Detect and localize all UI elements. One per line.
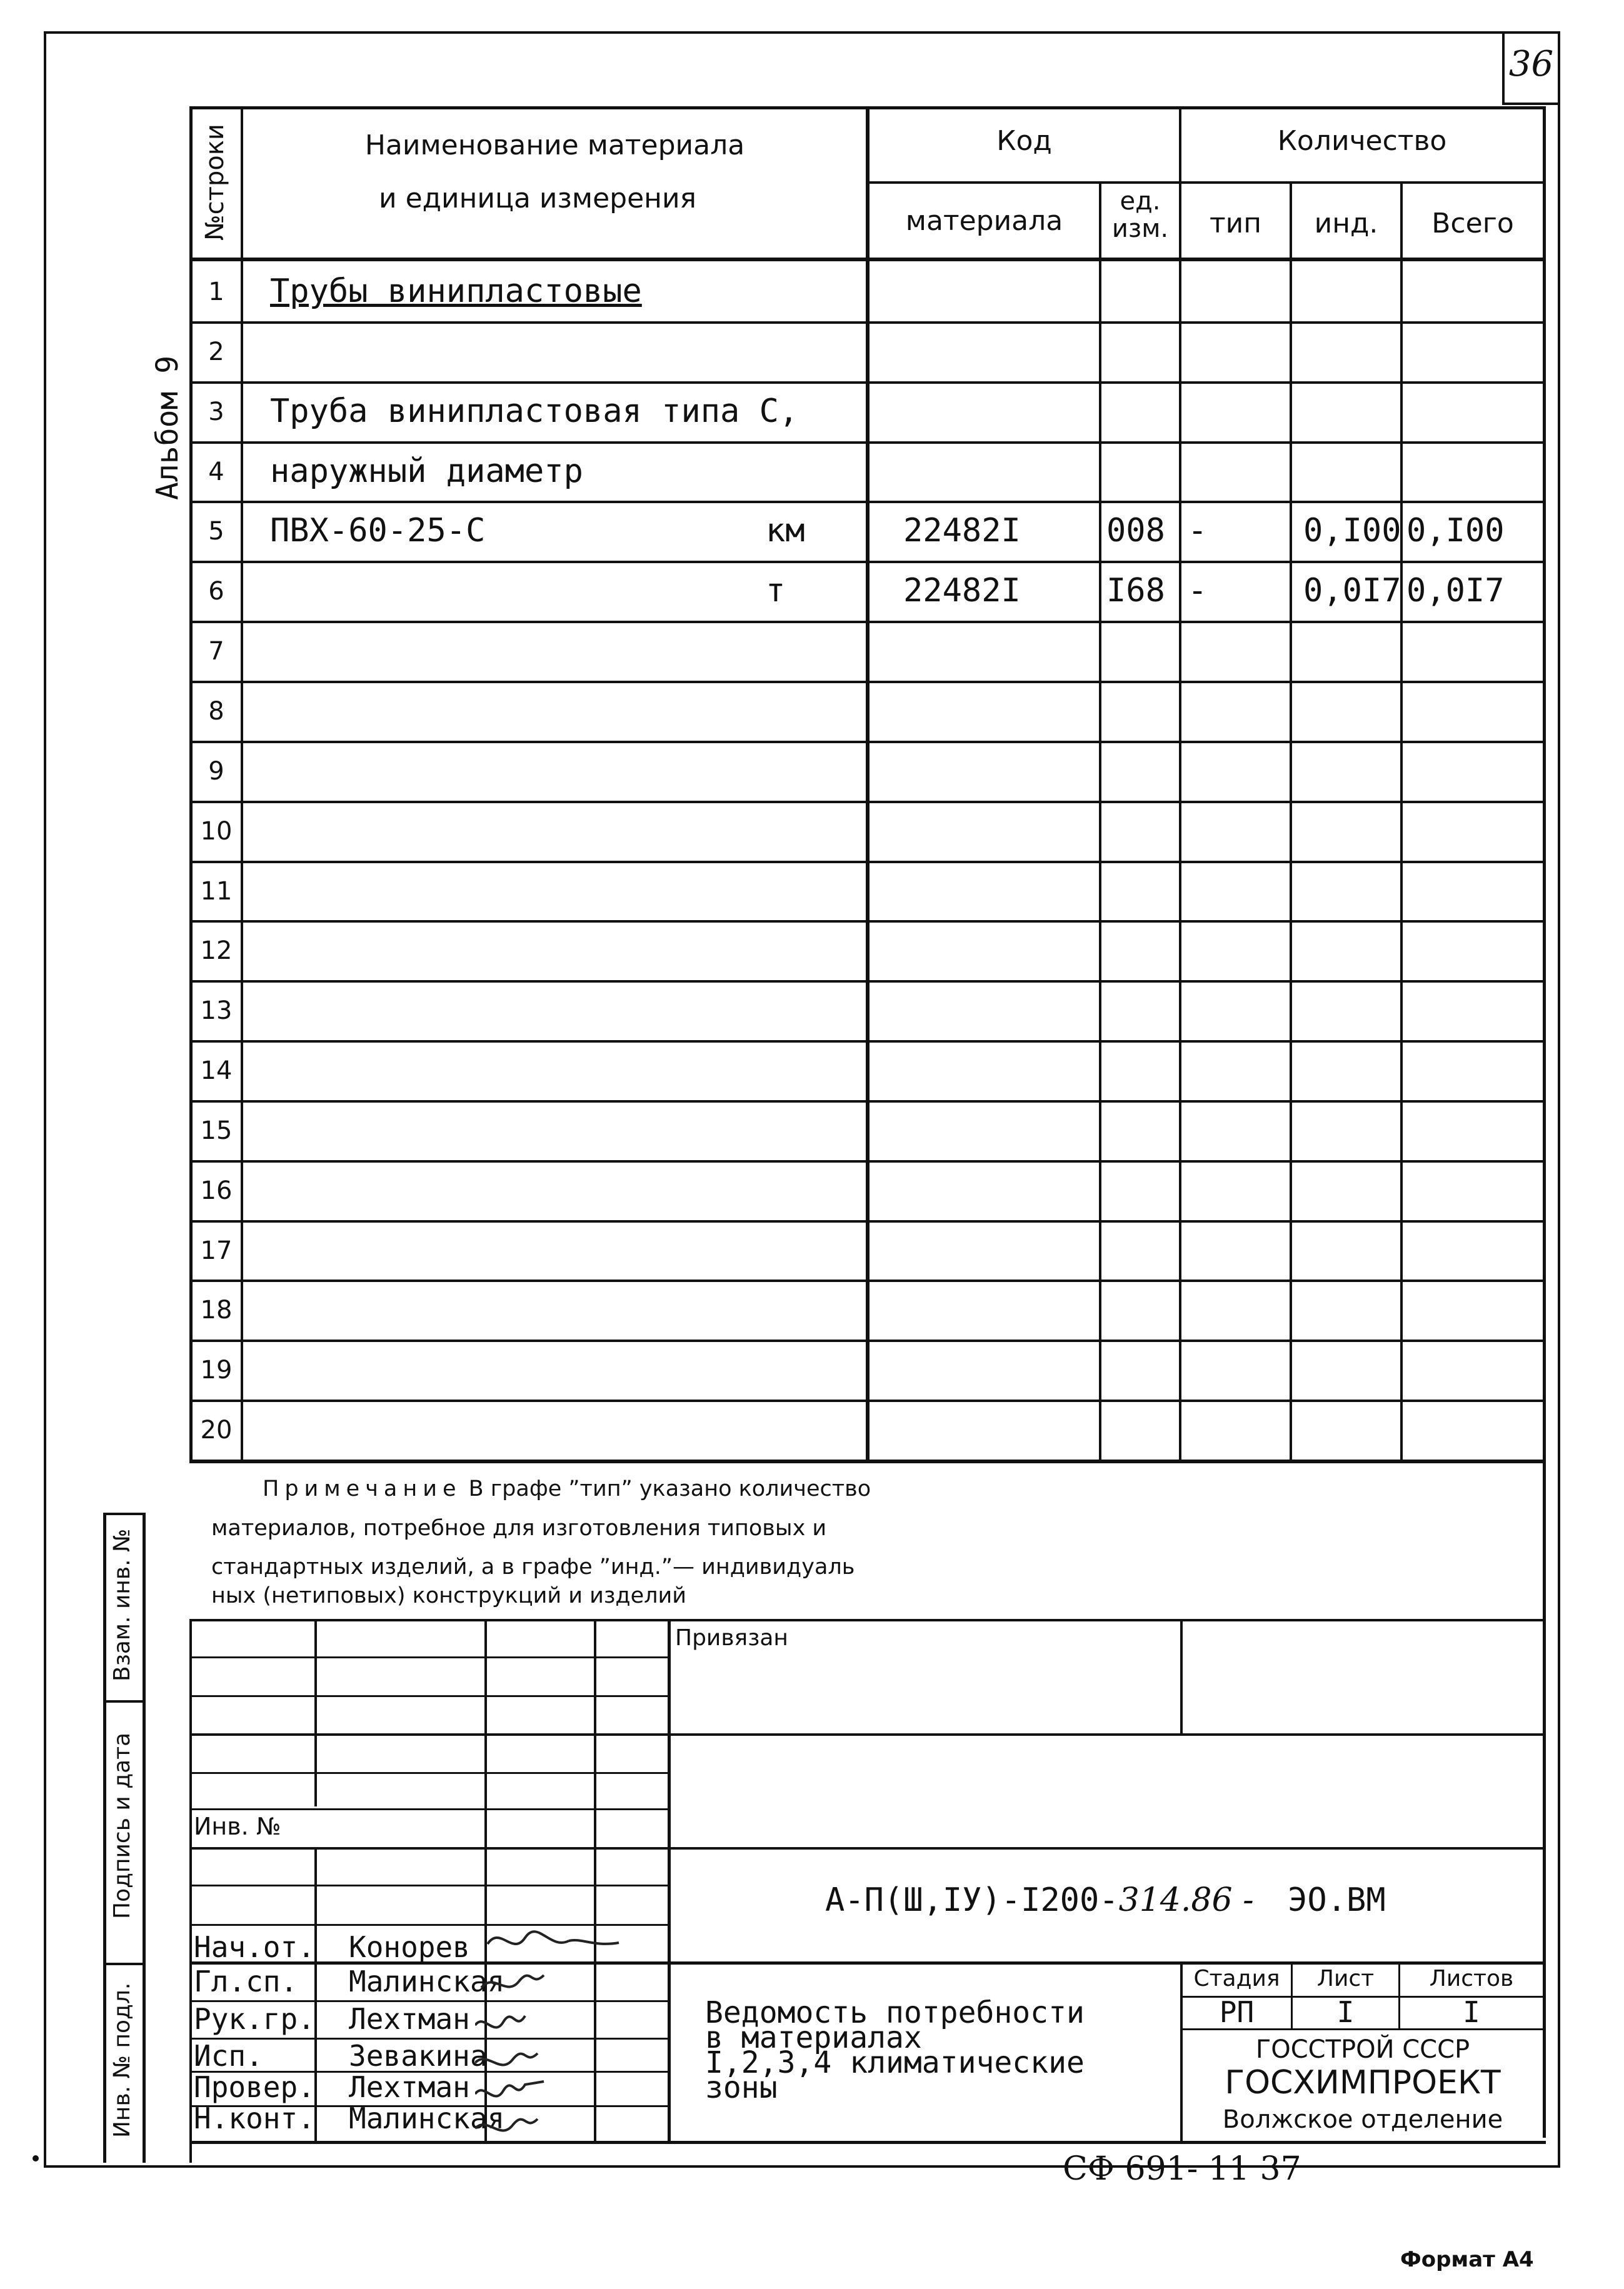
side-strip-right xyxy=(143,1513,146,2163)
row-line xyxy=(189,681,1543,683)
signer-name: Лехтман xyxy=(349,2070,470,2104)
row-line xyxy=(189,1040,1543,1043)
inv-no-label: Инв. № xyxy=(194,1813,281,1840)
row-type: - xyxy=(1188,512,1208,549)
org-line3: Волжское отделение xyxy=(1222,2105,1503,2134)
privyazan-label: Привязан xyxy=(675,1625,788,1651)
sheets-label: Листов xyxy=(1429,1966,1514,1991)
signer-name: Зевакина xyxy=(349,2039,488,2073)
document-title-line4: зоны xyxy=(705,2070,778,2105)
side-strip-div1 xyxy=(103,1700,146,1703)
stamp-col1a xyxy=(314,1619,317,1806)
document-code-hand: 314.86 - xyxy=(1118,1881,1254,1919)
row-number: 18 xyxy=(200,1296,233,1325)
stamp-privyazan-split xyxy=(1180,1619,1183,1735)
row-line xyxy=(189,980,1543,983)
stamp-row5 xyxy=(192,1808,668,1810)
row-ind: 0,I00 xyxy=(1303,512,1401,549)
row-material-code: 22482I xyxy=(903,572,1021,609)
stamp-row6 xyxy=(192,1847,1543,1850)
signature-malinskaya-2 xyxy=(475,2119,538,2131)
stamp-row4 xyxy=(192,1772,668,1774)
signer-name: Конорев xyxy=(349,1930,470,1964)
header-name-line1: Наименование материала xyxy=(364,129,745,161)
row-type: - xyxy=(1188,572,1208,609)
row-number: 19 xyxy=(200,1356,233,1385)
row-line xyxy=(189,441,1543,444)
header-type: тип xyxy=(1210,208,1261,239)
table-bottom xyxy=(189,1460,1543,1463)
row-line xyxy=(189,621,1543,623)
side-vzam-inv: Взам. инв. № xyxy=(109,1528,135,1681)
row-line xyxy=(189,561,1543,563)
note-line4: ных (нетиповых) конструкций и изделий xyxy=(211,1583,687,1608)
signer-name: Малинская xyxy=(349,2101,505,2135)
row-number: 9 xyxy=(208,757,224,786)
stage-label: Стадия xyxy=(1193,1966,1280,1991)
row-ind: 0,0I7 xyxy=(1303,572,1401,609)
album-label: Альбом 9 xyxy=(150,355,185,500)
stamp-top xyxy=(189,1619,1543,1621)
header-code: Код xyxy=(996,125,1052,157)
document-code-suffix: ЭО.ВМ xyxy=(1288,1881,1386,1919)
header-name-line2: и единица измерения xyxy=(378,183,697,214)
row-line xyxy=(189,501,1543,503)
row-number: 12 xyxy=(200,936,233,965)
note-line1 xyxy=(263,1476,871,1501)
frame-right-inner xyxy=(1543,106,1546,2138)
signer-role: Рук.гр. xyxy=(194,2002,315,2036)
col-line-material xyxy=(1099,181,1101,1463)
side-strip-div2 xyxy=(103,1963,146,1965)
note-text1: В графе ”тип” указано количество xyxy=(468,1476,871,1501)
row-total: 0,I00 xyxy=(1406,512,1505,549)
note-line2: материалов, потребное для изготовления типовых и xyxy=(211,1516,827,1541)
document-title xyxy=(705,1995,1085,2105)
row-number: 4 xyxy=(208,458,224,486)
document-code-main: А-П(Ш,IУ)-I200- xyxy=(825,1881,1119,1919)
row-number: 1 xyxy=(208,278,224,306)
row-number: 15 xyxy=(200,1116,233,1145)
row-unit: км xyxy=(766,512,805,549)
row-number: 16 xyxy=(200,1176,233,1205)
row-name: Трубы винипластовые xyxy=(270,273,642,310)
col-line-ind xyxy=(1400,181,1403,1463)
header-row-no: №строки xyxy=(201,124,229,241)
row-name: Труба винипластовая типа С, xyxy=(270,393,799,430)
header-total: Всего xyxy=(1431,208,1514,239)
row-line xyxy=(189,920,1543,923)
row-line xyxy=(189,1100,1543,1103)
row-line xyxy=(189,1220,1543,1223)
col-line-type xyxy=(1290,181,1292,1463)
row-name: наружный диаметр xyxy=(270,453,583,490)
signer-name: Малинская xyxy=(349,1965,505,1998)
corner-dot xyxy=(33,2155,39,2161)
row-line xyxy=(189,1160,1543,1163)
row-unit-code: I68 xyxy=(1106,572,1165,609)
row-number: 10 xyxy=(200,817,233,846)
signer-role: Н.конт. xyxy=(194,2101,315,2135)
signature-lekhtman-2 xyxy=(475,2081,544,2096)
stamp-row7 xyxy=(192,1885,668,1886)
header-quantity: Количество xyxy=(1277,125,1447,157)
row-number: 7 xyxy=(208,637,224,666)
row-number: 11 xyxy=(200,877,233,906)
row-material-code: 22482I xyxy=(903,512,1021,549)
signature-zevakina xyxy=(475,2053,538,2065)
header-subline xyxy=(868,181,1543,184)
row-unit: т xyxy=(766,572,786,609)
header-unit xyxy=(1101,188,1179,243)
header-ind: инд. xyxy=(1314,208,1378,239)
row-line xyxy=(189,1340,1543,1342)
sheet-value: I xyxy=(1336,1995,1355,2029)
signer-role: Исп. xyxy=(194,2039,263,2073)
row-line xyxy=(189,321,1543,324)
stamp-row2 xyxy=(192,1695,668,1697)
header-unit-line1: ед. xyxy=(1120,187,1161,216)
stage-value: РП xyxy=(1219,1995,1255,2029)
signer-role: Провер. xyxy=(194,2070,315,2104)
row-total: 0,0I7 xyxy=(1406,572,1505,609)
org-line2: ГОСХИМПРОЕКТ xyxy=(1225,2064,1501,2101)
header-material: материала xyxy=(905,205,1063,237)
sheet-label: Лист xyxy=(1316,1966,1375,1991)
sheet-number: 36 xyxy=(1508,44,1554,84)
org-line1: ГОССТРОЙ СССР xyxy=(1255,2035,1470,2064)
col-line-unit xyxy=(1179,106,1181,1463)
row-line xyxy=(189,1280,1543,1282)
side-inv-podl: Инв. № подл. xyxy=(109,1982,135,2138)
note-title: Примечание xyxy=(263,1476,462,1501)
row-unit-code: 008 xyxy=(1106,512,1165,549)
signer-role: Нач.от. xyxy=(194,1930,315,1964)
signature-malinskaya xyxy=(481,1975,544,1988)
row-line xyxy=(189,381,1543,384)
stamp-bottom xyxy=(189,2141,1546,2144)
row-number: 14 xyxy=(200,1056,233,1085)
row-number: 13 xyxy=(200,996,233,1025)
document-title-line1: Ведомость потребности xyxy=(705,1995,1085,2030)
row-number: 5 xyxy=(208,517,224,546)
sheets-value: I xyxy=(1463,1995,1480,2029)
row-number: 20 xyxy=(200,1416,233,1445)
col-line-name xyxy=(866,106,870,1463)
row-number: 6 xyxy=(208,577,224,606)
row-number: 3 xyxy=(208,398,224,426)
row-line xyxy=(189,861,1543,863)
footer-handwritten-code: СФ 691- 11 37 xyxy=(1063,2150,1301,2188)
document-title-line3: I,2,3,4 климатические xyxy=(705,2045,1085,2080)
row-number: 17 xyxy=(200,1236,233,1265)
side-strip-left xyxy=(103,1513,106,2163)
document-title-line2: в материалах xyxy=(705,2020,922,2055)
signer-role: Гл.сп. xyxy=(194,1965,298,1998)
signatures-scribble xyxy=(475,1913,675,2144)
row-line xyxy=(189,741,1543,743)
note-line3: стандартных изделий, а в графе ”инд.”— индивидуаль xyxy=(211,1555,855,1580)
format-label: Формат А4 xyxy=(1400,2247,1534,2272)
side-strip-top xyxy=(103,1513,146,1515)
stamp-row3 xyxy=(192,1733,1543,1736)
stamp-left xyxy=(189,1619,192,2163)
signature-konorev xyxy=(488,1931,619,1944)
row-line xyxy=(189,1400,1543,1402)
header-unit-line2: изм. xyxy=(1111,214,1169,243)
row-name: ПВХ-60-25-С xyxy=(270,512,486,549)
row-number: 2 xyxy=(208,338,224,366)
document-code xyxy=(825,1881,1386,1919)
signer-name: Лехтман xyxy=(349,2002,470,2036)
side-podpis-data: Подпись и дата xyxy=(109,1732,135,1919)
row-number: 8 xyxy=(208,697,224,726)
signature-lekhtman xyxy=(475,2016,525,2028)
row-line xyxy=(189,801,1543,803)
stamp-row1 xyxy=(192,1656,668,1658)
